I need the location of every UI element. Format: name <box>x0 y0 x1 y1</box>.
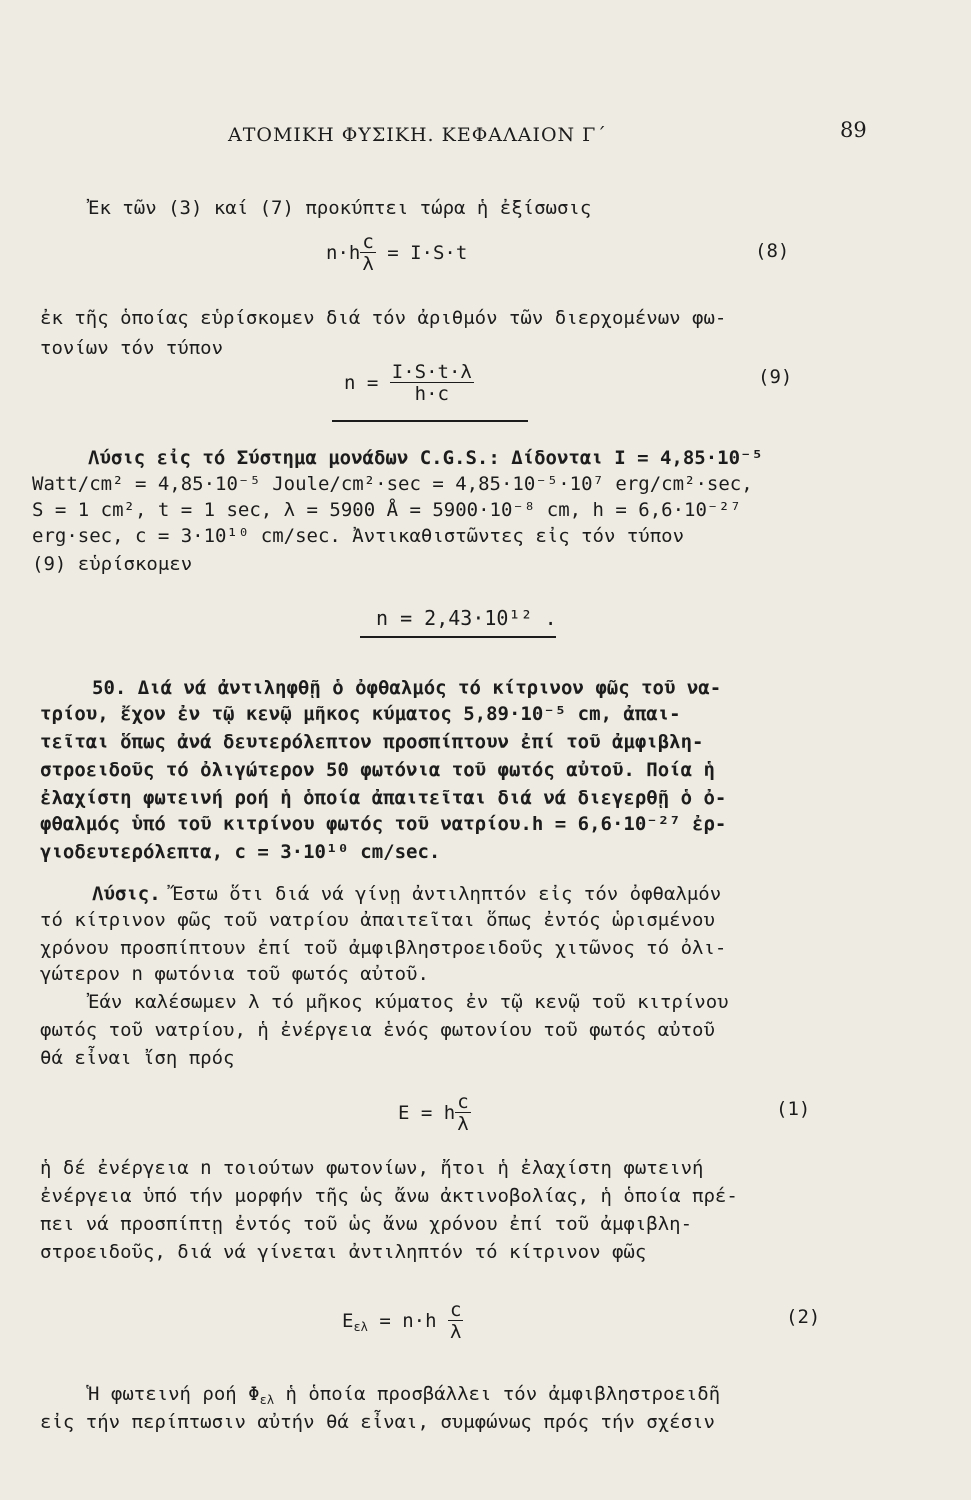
equation-8 <box>326 232 467 275</box>
flux-subscript: ελ <box>259 1393 275 1407</box>
eq2-numerator: c <box>450 1299 462 1321</box>
problem-50-line-7: γιοδευτερόλεπτα, c = 3·10¹⁰ cm/sec. <box>40 841 441 863</box>
eq9-denominator: h·c <box>414 383 449 405</box>
paragraph-b-line-1: ἡ δέ ἐνέργεια n τοιούτων φωτονίων, ἤτοι ἡ ἐλαχίστη φωτεινή <box>40 1157 704 1179</box>
paragraph-a-line-2: τονίων τόν τύπον <box>40 337 224 359</box>
paragraph-b-line-2: ἐνέργεια ὑπό τήν μορφήν τῆς ὡς ἄνω ἀκτινοβολίας, ἡ ὁποία πρέ- <box>40 1185 738 1207</box>
problem-50-line-2: τρίου, ἔχον ἐν τῷ κενῷ μῆκος κύματος 5,89·10⁻⁵ cm, ἀπαι- <box>40 703 681 725</box>
eq1-lhs: E = h <box>398 1102 456 1124</box>
eq8-rhs: = I·S·t <box>387 242 468 264</box>
result-rule <box>360 636 556 638</box>
solution-label: Λύσις. <box>92 883 161 905</box>
eq9-fraction <box>390 362 474 405</box>
solution-line-4: γώτερον n φωτόνια τοῦ φωτός αὐτοῦ. <box>40 963 429 985</box>
eq9-numerator: I·S·t·λ <box>391 361 472 383</box>
cgs-line-3: S = 1 cm², t = 1 sec, λ = 5900 Å = 5900·10⁻⁸ cm, h = 6,6·10⁻²⁷ <box>32 499 742 521</box>
problem-50-line-1: 50. Διά νά ἀντιληφθῇ ὁ ὀφθαλμός τό κίτρινον φῶς τοῦ να- <box>92 677 722 699</box>
solution-line-2: τό κίτρινον φῶς τοῦ νατρίου ἀπαιτεῖται ὅπως ἐντός ὡρισμένου <box>40 909 715 931</box>
paragraph-c-line-2: εἰς τήν περίπτωσιν αὐτήν θά εἶναι, συμφώνως πρός τήν σχέσιν <box>40 1411 715 1433</box>
page-header <box>0 118 971 152</box>
eq1-number: (1) <box>776 1098 811 1120</box>
eq2-number: (2) <box>786 1306 821 1328</box>
running-title: ΑΤΟΜΙΚΗ ΦΥΣΙΚΗ. ΚΕΦΑΛΑΙΟΝ Γ΄ <box>228 124 607 146</box>
eq2-lhs-subscript: ελ <box>353 1320 368 1334</box>
paragraph-b-line-3: πει νά προσπίπτῃ ἐντός τοῦ ὡς ἄνω χρόνου ἐπί τοῦ ἀμφιβλη- <box>40 1213 693 1235</box>
problem-50-line-6: φθαλμός ὑπό τοῦ κιτρίνου φωτός τοῦ νατρίου.h = 6,6·10⁻²⁷ ἐρ- <box>40 813 727 835</box>
cgs-line-2: Watt/cm² = 4,85·10⁻⁵ Joule/cm²·sec = 4,85·10⁻⁵·10⁷ erg/cm²·sec, <box>32 473 753 495</box>
eq9-lhs: n = <box>344 372 379 394</box>
cgs-line-1: Λύσις εἰς τό Σύστημα μονάδων C.G.S.: Δίδονται I = 4,85·10⁻⁵ <box>88 447 763 469</box>
eq8-fraction <box>360 232 375 275</box>
eq8-denominator: λ <box>362 253 374 275</box>
solution-line-1-text: Ἔστω ὅτι διά νά γίνῃ ἀντιληπτόν εἰς τόν ὀφθαλμόν <box>172 883 722 905</box>
eq2-fraction <box>448 1300 463 1343</box>
paragraph-c-start: Ἡ φωτεινή ροή Φ <box>88 1383 260 1405</box>
solution-line-1 <box>92 882 721 906</box>
eq2-mid: = n·h <box>379 1310 437 1332</box>
problem-50-line-5: ἐλαχίστη φωτεινή ροή ἡ ὁποία ἀπαιτεῖται διά νά διεγερθῇ ὁ ὀ- <box>40 787 727 809</box>
solution-line-6: φωτός τοῦ νατρίου, ἡ ἐνέργεια ἑνός φωτονίου τοῦ φωτός αὐτοῦ <box>40 1019 715 1041</box>
result-equation: n = 2,43·10¹² . <box>376 606 557 630</box>
eq1-denominator: λ <box>457 1113 469 1135</box>
paragraph-a-line-1: ἐκ τῆς ὁποίας εὑρίσκομεν διά τόν ἀριθμόν τῶν διερχομένων φω- <box>40 307 727 329</box>
eq1-fraction <box>455 1092 470 1135</box>
solution-line-7: θά εἶναι ἴση πρός <box>40 1047 235 1069</box>
cgs-line-5: (9) εὑρίσκομεν <box>32 553 193 575</box>
eq2-lhs: E <box>342 1310 354 1332</box>
eq9-number: (9) <box>758 366 793 388</box>
solution-line-5: Ἐάν καλέσωμεν λ τό μῆκος κύματος ἐν τῷ κενῷ τοῦ κιτρίνου <box>88 991 729 1013</box>
problem-50-line-4: στροειδοῦς τό ὀλιγώτερον 50 φωτόνια τοῦ φωτός αὐτοῦ. Ποία ἡ <box>40 759 715 781</box>
cgs-line-4: erg·sec, c = 3·10¹⁰ cm/sec. Ἀντικαθιστῶντες εἰς τόν τύπον <box>32 525 685 547</box>
section-rule <box>332 420 528 422</box>
equation-1 <box>398 1092 471 1135</box>
paragraph-c-end: ἡ ὁποία προσβάλλει τόν ἀμφιβληστροειδῆ <box>274 1383 721 1405</box>
eq8-lhs: n·h <box>326 242 361 264</box>
paragraph-c-line-1 <box>88 1382 720 1406</box>
paragraph-b-line-4: στροειδοῦς, διά νά γίνεται ἀντιληπτόν τό κίτρινον φῶς <box>40 1241 647 1263</box>
equation-2 <box>342 1300 463 1343</box>
intro-line: Ἐκ τῶν (3) καί (7) προκύπτει τώρα ἡ ἐξίσωσις <box>88 197 592 219</box>
eq1-numerator: c <box>457 1091 469 1113</box>
eq8-numerator: c <box>362 231 374 253</box>
eq8-number: (8) <box>755 240 790 262</box>
solution-line-3: χρόνου προσπίπτουν ἐπί τοῦ ἀμφιβληστροειδοῦς χιτῶνος τό ὀλι- <box>40 937 727 959</box>
page-number: 89 <box>840 118 867 142</box>
problem-50-line-3: τεῖται ὅπως ἀνά δευτερόλεπτον προσπίπτουν ἐπί τοῦ ἀμφιβλη- <box>40 731 704 753</box>
eq2-denominator: λ <box>450 1321 462 1343</box>
equation-9 <box>344 362 474 405</box>
